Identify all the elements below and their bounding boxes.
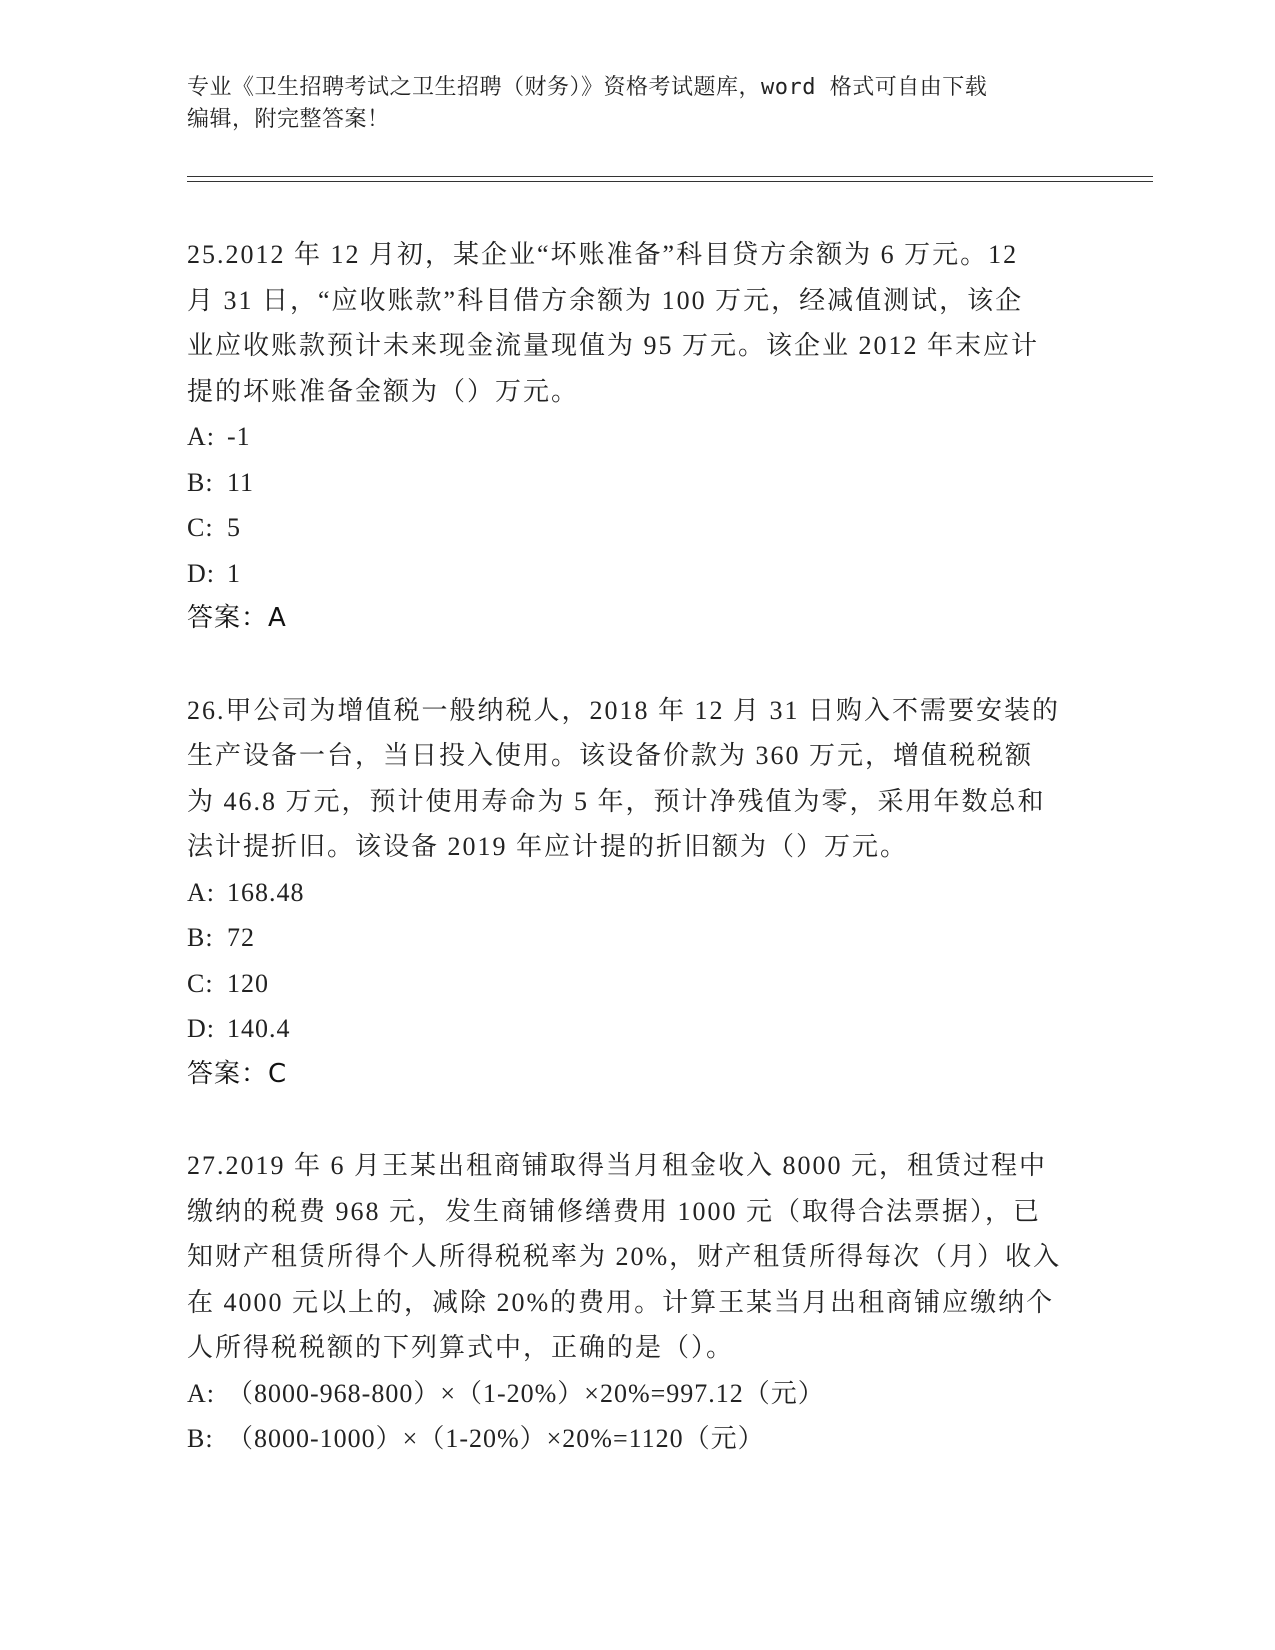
- option-b: [187, 1416, 1087, 1462]
- stem-line: 26.甲公司为增值税一般纳税人，2018 年 12 月 31 日购入不需要安装的: [187, 695, 1061, 725]
- option-key: C:: [187, 968, 214, 998]
- option-text: 120: [227, 968, 269, 998]
- question-stem: [187, 232, 1087, 414]
- stem-line: 法计提折旧。该设备 2019 年应计提的折旧额为（）万元。: [187, 832, 909, 861]
- option-d: [187, 1006, 1087, 1052]
- stem-line: 27.2019 年 6 月王某出租商铺取得当月租金收入 8000 元，租赁过程中: [187, 1151, 1048, 1180]
- option-key: B:: [187, 923, 214, 952]
- stem-line: 业应收账款预计未来现金流量现值为 95 万元。该企业 2012 年末应计: [187, 331, 1040, 360]
- option-text: 1: [227, 558, 241, 588]
- option-c: [187, 505, 1087, 551]
- stem-line: 知财产租赁所得个人所得税税率为 20%，财产租赁所得每次（月）收入: [187, 1242, 1062, 1271]
- stem-line: 缴纳的税费 968 元，发生商铺修缮费用 1000 元（取得合法票据），已: [187, 1196, 1042, 1226]
- option-text: 168.48: [227, 877, 305, 907]
- answer-line: 答案：C: [187, 1058, 288, 1089]
- option-key: D:: [187, 558, 215, 588]
- option-key: B:: [187, 1424, 214, 1453]
- option-a: [187, 1371, 1087, 1417]
- question-list: [187, 232, 1087, 1508]
- stem-line: 25.2012 年 12 月初，某企业“坏账准备”科目贷方余额为 6 万元。12: [187, 240, 1019, 269]
- header-divider-bottom: [187, 181, 1153, 182]
- option-key: C:: [187, 513, 214, 542]
- document-header: [187, 72, 1087, 136]
- option-a: [187, 870, 1087, 916]
- stem-line: 生产设备一台，当日投入使用。该设备价款为 360 万元，增值税税额: [187, 741, 1034, 770]
- option-key: A:: [187, 422, 215, 451]
- option-key: A:: [187, 1378, 215, 1408]
- header-line-2: 编辑，附完整答案！: [187, 107, 390, 132]
- question-stem: [187, 688, 1087, 870]
- stem-line: 为 46.8 万元，预计使用寿命为 5 年，预计净残值为零，采用年数总和: [187, 786, 1046, 816]
- option-a: [187, 414, 1087, 460]
- option-key: B:: [187, 467, 214, 497]
- option-key: D:: [187, 1014, 215, 1043]
- option-key: A:: [187, 877, 215, 907]
- option-text: 5: [227, 513, 241, 542]
- question-stem: [187, 1143, 1087, 1371]
- stem-line: 人所得税税额的下列算式中，正确的是（）。: [187, 1333, 735, 1362]
- option-text: 140.4: [227, 1014, 291, 1043]
- option-text: -1: [227, 422, 251, 451]
- question-25: [187, 232, 1087, 642]
- option-c: [187, 961, 1087, 1007]
- stem-line: 提的坏账准备金额为（）万元。: [187, 376, 580, 406]
- option-d: [187, 551, 1087, 597]
- question-27: [187, 1143, 1087, 1462]
- question-26: [187, 688, 1087, 1098]
- stem-line: 月 31 日，“应收账款”科目借方余额为 100 万元，经减值测试，该企: [187, 285, 1024, 315]
- option-b: [187, 915, 1087, 961]
- header-line-1: 专业《卫生招聘考试之卫生招聘（财务）》资格考试题库，word 格式可自由下载: [187, 75, 988, 100]
- header-divider-top: [187, 176, 1153, 177]
- option-text: （8000-1000）×（1-20%）×20%=1120（元）: [227, 1424, 765, 1453]
- answer-line: 答案：A: [187, 603, 287, 633]
- option-text: （8000-968-800）×（1-20%）×20%=997.12（元）: [227, 1378, 825, 1408]
- option-b: [187, 460, 1087, 506]
- stem-line: 在 4000 元以上的，减除 20%的费用。计算王某当月出租商铺应缴纳个: [187, 1287, 1055, 1317]
- option-text: 11: [227, 467, 255, 497]
- option-text: 72: [227, 923, 255, 952]
